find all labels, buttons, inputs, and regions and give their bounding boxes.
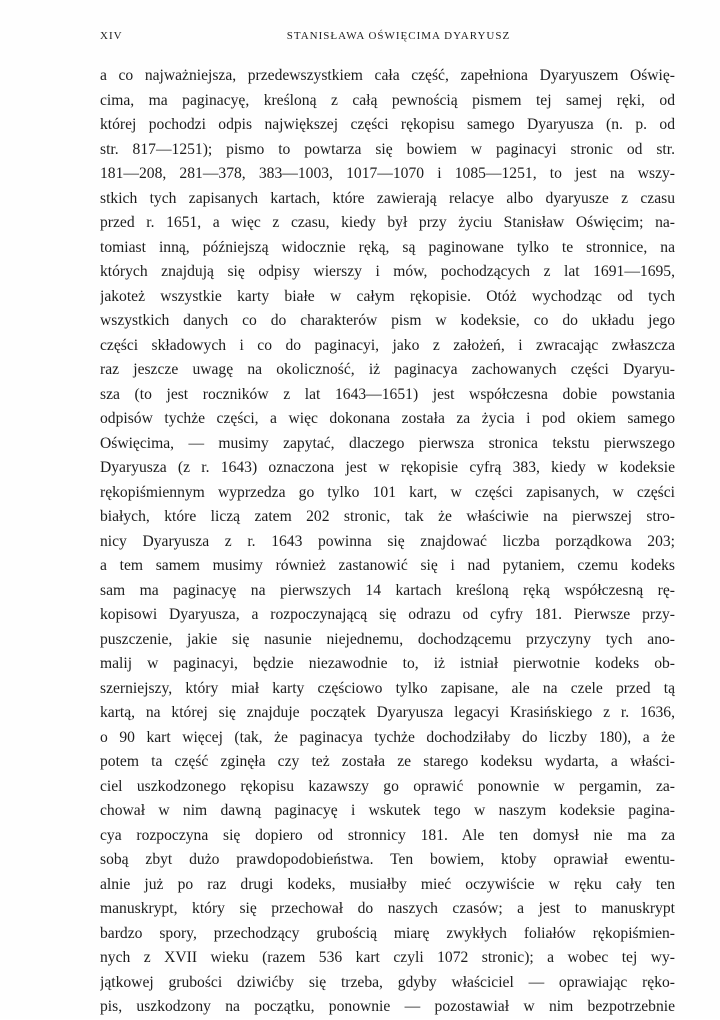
text-line: ciel uszkodzonego rękopisu kazawszy go oprawić ponownie w pergamin, za- [100,777,675,795]
text-line: cima, ma paginacyę, kreśloną z całą pewnością pismem tej samej ręki, od [100,91,675,109]
text-line: str. 817—1251); pismo to powtarza się bowiem w paginacyi stronic od str. [100,140,675,158]
text-line: Oświęcima, — musimy zapytać, dlaczego pierwsza stronica tekstu pierwszego [100,434,675,452]
text-line: odpisów tychże części, a więc dokonana została za życia i pod okiem samego [100,410,675,427]
text-line: o 90 kart więcej (tak, że paginacya tychże dochodziłaby do liczby 180), a że [100,728,675,746]
text-line: chował w nim dawną paginacyę i wskutek tego w naszym kodeksie pagina- [100,802,675,819]
body-text [100,64,675,1020]
text-line: puszczenie, jakie się nasunie niejednemu, dochodzącemu przyczyny tych ano- [100,630,675,648]
text-line: sam ma paginacyę na pierwszych 14 kartach kreśloną ręką współczesną rę- [100,581,675,599]
text-line: przed r. 1651, a więc z czasu, kiedy był przy życiu Stanisław Oświęcim; na- [100,214,675,231]
text-line: pis, uszkodzony na początku, ponownie — pozostawiał w nim bezpotrzebnie [100,998,675,1015]
page-number: XIV [100,30,123,42]
text-line: nicy Dyaryusza z r. 1643 powinna się znajdować liczba porządkowa 203; [100,532,675,550]
text-line: których znajdują się odpisy wierszy i mów, pochodzących z lat 1691—1695, [100,263,675,280]
text-line: kartą, na której się znajduje początek Dyaryusza legacyi Krasińskiego z r. 1636, [100,704,675,721]
text-line: cya rozpoczyna się dopiero od stronnicy 181. Ale ten domysł nie ma za [100,826,675,844]
text-line: sza (to jest roczników z lat 1643—1651) jest współczesna dobie powstania [100,385,675,403]
text-line: a co najważniejsza, przedewszystkiem cała część, zapełniona Dyaryuszem Oświę- [100,67,675,84]
text-line: białych, które liczą zatem 202 stronic, tak że właściwie na pierwszej stro- [100,508,675,525]
text-line: 181—208, 281—378, 383—1003, 1017—1070 i 1085—1251, to jest na wszy- [100,165,675,182]
text-line: której pochodzi odpis największej części rękopisu samego Dyaryusza (n. p. od [100,116,675,133]
text-line: malij w paginacyi, będzie niezawodnie to, iż istniał pierwotnie kodeks ob- [100,655,675,672]
text-line: a tem samem musimy również zastanowić się i nad pytaniem, czemu kodeks [100,557,675,574]
text-line: kopisowi Dyaryusza, a rozpoczynającą się odrazu od cyfry 181. Pierwsze przy- [100,606,675,623]
text-line: raz jeszcze uwagę na okoliczność, iż paginacya zachowanych części Dyaryu- [100,361,675,378]
text-line: rękopiśmiennym wyprzedza go tylko 101 kart, w części zapisanych, w części [100,483,675,501]
text-line: Dyaryusza (z r. 1643) oznaczona jest w rękopisie cyfrą 383, kiedy w kodeksie [100,459,675,476]
text-line: potem ta część zginęła czy też została ze starego kodeksu wydarta, a właści- [100,753,675,770]
text-line: sobą zbyt dużo prawdopodobieństwa. Ten bowiem, ktoby oprawiał ewentu- [100,851,675,868]
text-line: tomiast inną, późniejszą widocznie ręką, są paginowane tylko te stronnice, na [100,238,675,256]
text-line: bardzo spory, przechodzący grubością miarę zwykłych foliałów rękopiśmien- [100,924,675,942]
text-line: alnie już po raz drugi kodeks, musiałby mieć oczywiście w ręku cały ten [100,875,675,893]
text-line: szerniejszy, który miał karty częściowo tylko zapisane, ale na czele przed tą [100,679,675,697]
running-title: STANISŁAWA OŚWIĘCIMA DYARYUSZ [286,30,511,42]
text-line: nych z XVII wieku (razem 536 kart czyli 1072 stronic); a wobec tej wy- [100,949,675,966]
running-head [100,30,675,50]
text-line: części składowych i co do paginacyi, jako z założeń, i zwracając zwłaszcza [100,336,675,354]
text-line: manuskrypt, który się przechował do naszych czasów; a jest to manuskrypt [100,900,675,917]
text-line: jątkowej grubości dziwićby się trzeba, gdyby właściciel — oprawiając ręko- [100,973,675,991]
text-line: stkich tych zapisanych kartach, które zawierają relacye albo dyaryusze z czasu [100,189,675,207]
text-line: jakoteż wszystkie karty białe w całym rękopisie. Otóż wychodząc od tych [100,287,675,305]
text-line: wszystkich danych co do charakterów pism w kodeksie, co do układu jego [100,312,675,329]
